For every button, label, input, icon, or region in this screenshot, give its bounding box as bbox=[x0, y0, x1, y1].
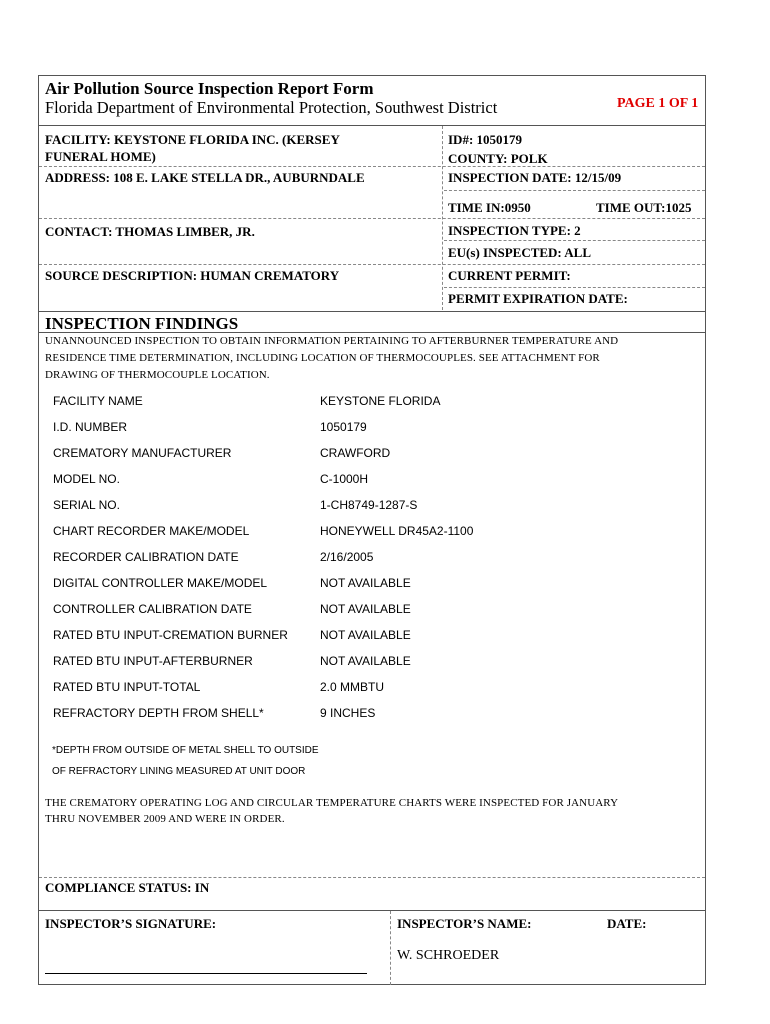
inspector-name: W. SCHROEDER bbox=[397, 948, 500, 963]
time-out: TIME OUT:1025 bbox=[596, 200, 692, 215]
table-row-label: SERIAL NO. bbox=[53, 498, 120, 512]
inspection-type: INSPECTION TYPE: 2 bbox=[448, 223, 581, 238]
table-row-value: NOT AVAILABLE bbox=[320, 628, 411, 642]
footnote-line-1: *DEPTH FROM OUTSIDE OF METAL SHELL TO OUTSIDE bbox=[52, 745, 319, 756]
table-row-value: C-1000H bbox=[320, 472, 369, 486]
table-row-value: 1-CH8749-1287-S bbox=[320, 498, 418, 512]
time-in: TIME IN:0950 bbox=[448, 200, 531, 215]
findings-intro-line-2: RESIDENCE TIME DETERMINATION, INCLUDING LOCATION OF THERMOCOUPLES. SEE ATTACHMENT FOR bbox=[45, 352, 600, 364]
page-number: PAGE 1 OF 1 bbox=[617, 96, 699, 111]
facility-line-2: FUNERAL HOME) bbox=[45, 149, 156, 164]
findings-intro-line-3: DRAWING OF THERMOCOUPLE LOCATION. bbox=[45, 369, 270, 381]
source-description: SOURCE DESCRIPTION: HUMAN CREMATORY bbox=[45, 268, 340, 283]
current-permit: CURRENT PERMIT: bbox=[448, 268, 571, 283]
facility-county: COUNTY: POLK bbox=[448, 151, 548, 166]
facility-id: ID#: 1050179 bbox=[448, 132, 523, 147]
conclusion-line-2: THRU NOVEMBER 2009 AND WERE IN ORDER. bbox=[45, 813, 285, 825]
table-row-value: 2/16/2005 bbox=[320, 550, 374, 564]
table-row-value: KEYSTONE FLORIDA bbox=[320, 394, 441, 408]
footnote-line-2: OF REFRACTORY LINING MEASURED AT UNIT DOOR bbox=[52, 766, 306, 777]
table-row-label: CONTROLLER CALIBRATION DATE bbox=[53, 602, 252, 616]
inspector-name-label: INSPECTOR’S NAME: bbox=[397, 916, 532, 931]
divider bbox=[39, 218, 705, 219]
facility-address: ADDRESS: 108 E. LAKE STELLA DR., AUBURNDALE bbox=[45, 170, 365, 185]
divider bbox=[39, 877, 705, 878]
table-row-label: CREMATORY MANUFACTURER bbox=[53, 446, 232, 460]
table-row-label: REFRACTORY DEPTH FROM SHELL* bbox=[53, 706, 264, 720]
inspection-report-form bbox=[38, 75, 706, 985]
signature-label: INSPECTOR’S SIGNATURE: bbox=[45, 916, 217, 931]
facility-contact: CONTACT: THOMAS LIMBER, JR. bbox=[45, 224, 255, 239]
table-row-value: NOT AVAILABLE bbox=[320, 654, 411, 668]
table-row-value: NOT AVAILABLE bbox=[320, 602, 411, 616]
table-row-label: DIGITAL CONTROLLER MAKE/MODEL bbox=[53, 576, 268, 590]
compliance-status: COMPLIANCE STATUS: IN bbox=[45, 880, 210, 895]
permit-expiration: PERMIT EXPIRATION DATE: bbox=[448, 291, 628, 306]
conclusion-line-1: THE CREMATORY OPERATING LOG AND CIRCULAR TEMPERATURE CHARTS WERE INSPECTED FOR JANUARY bbox=[45, 797, 619, 809]
table-row-label: RECORDER CALIBRATION DATE bbox=[53, 550, 239, 564]
form-title: Air Pollution Source Inspection Report Form bbox=[45, 79, 374, 98]
table-row-value: 1050179 bbox=[320, 420, 367, 434]
table-row-label: RATED BTU INPUT-AFTERBURNER bbox=[53, 654, 253, 668]
divider bbox=[444, 240, 705, 241]
table-row-label: MODEL NO. bbox=[53, 472, 120, 486]
date-label: DATE: bbox=[607, 916, 647, 931]
divider bbox=[444, 287, 705, 288]
section-divider bbox=[39, 311, 705, 312]
divider bbox=[39, 264, 705, 265]
divider bbox=[444, 190, 705, 191]
table-row-label: I.D. NUMBER bbox=[53, 420, 128, 434]
table-row-label: RATED BTU INPUT-CREMATION BURNER bbox=[53, 628, 288, 642]
findings-heading: INSPECTION FINDINGS bbox=[45, 314, 239, 333]
table-row-label: RATED BTU INPUT-TOTAL bbox=[53, 680, 201, 694]
table-row-value: CRAWFORD bbox=[320, 446, 391, 460]
inspection-date: INSPECTION DATE: 12/15/09 bbox=[448, 170, 622, 185]
section-divider bbox=[39, 910, 705, 911]
column-divider bbox=[442, 126, 443, 310]
table-row-label: FACILITY NAME bbox=[53, 394, 143, 408]
table-row-value: NOT AVAILABLE bbox=[320, 576, 411, 590]
findings-intro-line-1: UNANNOUNCED INSPECTION TO OBTAIN INFORMATION PERTAINING TO AFTERBURNER TEMPERATURE AND bbox=[45, 335, 619, 347]
form-subtitle: Florida Department of Environmental Protection, Southwest District bbox=[45, 98, 498, 117]
eu-inspected: EU(s) INSPECTED: ALL bbox=[448, 245, 592, 260]
facility-line-1: FACILITY: KEYSTONE FLORIDA INC. (KERSEY bbox=[45, 132, 340, 147]
divider bbox=[39, 166, 705, 167]
table-row-value: HONEYWELL DR45A2-1100 bbox=[320, 524, 474, 538]
table-row-value: 2.0 MMBTU bbox=[320, 680, 385, 694]
table-row-value: 9 INCHES bbox=[320, 706, 376, 720]
findings-heading-rule bbox=[39, 332, 705, 333]
signature-line[interactable] bbox=[45, 973, 367, 974]
header-divider bbox=[39, 125, 705, 126]
column-divider bbox=[390, 911, 391, 985]
table-row-label: CHART RECORDER MAKE/MODEL bbox=[53, 524, 250, 538]
